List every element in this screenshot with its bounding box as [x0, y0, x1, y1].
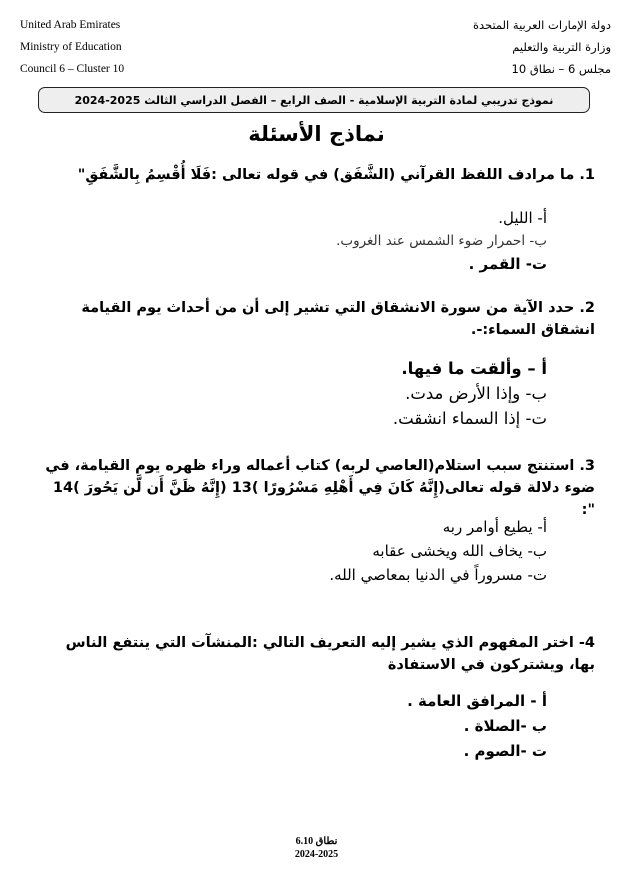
q4-option-c: ت -الصوم .	[463, 742, 547, 760]
header-cluster-en: Council 6 – Cluster 10	[20, 63, 125, 75]
q1-option-a: أ- الليل.	[498, 209, 547, 227]
header-country-ar: دولة الإمارات العربية المتحدة	[472, 18, 611, 32]
q1-option-b: ب- احمرار ضوء الشمس عند الغروب.	[336, 233, 547, 249]
header-cluster-ar: مجلس 6 – نطاق 10	[511, 62, 611, 76]
question-3: 3. استنتج سبب استلام(العاصي لربه) كتاب أعماله وراء ظهره يوم القيامة، في ضوء دلالة قوله تعالى(إِنَّهُ كَانَ فِي أَهْلِهِ مَسْرُورًا )13 (إِنَّهُ ظَنَّ أَن لَّن يَحُورَ )14 ":	[45, 458, 595, 518]
question-4: 4- اختر المفهوم الذي يشير إليه التعريف التالي :المنشآت التي ينتفع الناس بها، ويشتركون في الاستفادة	[65, 635, 595, 673]
page-footer	[0, 835, 633, 861]
q2-option-a: أ – وألقت ما فيها.	[401, 359, 547, 378]
banner-text: نموذج تدريبي لمادة التربية الإسلامية - الصف الرابع – الفصل الدراسي الثالث 2025-2024	[74, 93, 554, 107]
q4-option-a: أ - المرافق العامة .	[407, 692, 547, 710]
q3-option-a: أ- يطيع أوامر ربه	[442, 518, 547, 536]
question-2: 2. حدد الآية من سورة الانشقاق التي تشير إلى أن من أحداث يوم القيامة انشقاق السماء:-.	[81, 300, 595, 338]
question-1: 1. ما مرادف اللفظ القرآني (الشَّفَق) في قوله تعالى :فَلَا أُقْسِمُ بِالشَّفَقِ"	[77, 167, 595, 183]
q3-option-b: ب- يخاف الله ويخشى عقابه	[372, 542, 547, 560]
english-header	[20, 14, 124, 80]
exam-banner	[38, 87, 590, 113]
q1-option-c: ت- القمر .	[468, 255, 547, 273]
q4-option-b: ب -الصلاة .	[463, 717, 547, 735]
arabic-header	[473, 14, 611, 80]
footer-cluster: نطاق 6.10	[295, 836, 338, 847]
header-country-en: United Arab Emirates	[20, 19, 121, 31]
header-ministry-ar: وزارة التربية والتعليم	[512, 40, 611, 54]
page-title: نماذج الأسئلة	[248, 122, 385, 146]
q2-option-b: ب- وإذا الأرض مدت.	[405, 384, 547, 403]
q2-option-c: ت- إذا السماء انشقت.	[392, 409, 547, 428]
footer-year: 2024-2025	[294, 849, 339, 860]
header-ministry-en: Ministry of Education	[20, 41, 122, 53]
q3-option-c: ت- مسروراً في الدنيا بمعاصي الله.	[329, 566, 547, 584]
